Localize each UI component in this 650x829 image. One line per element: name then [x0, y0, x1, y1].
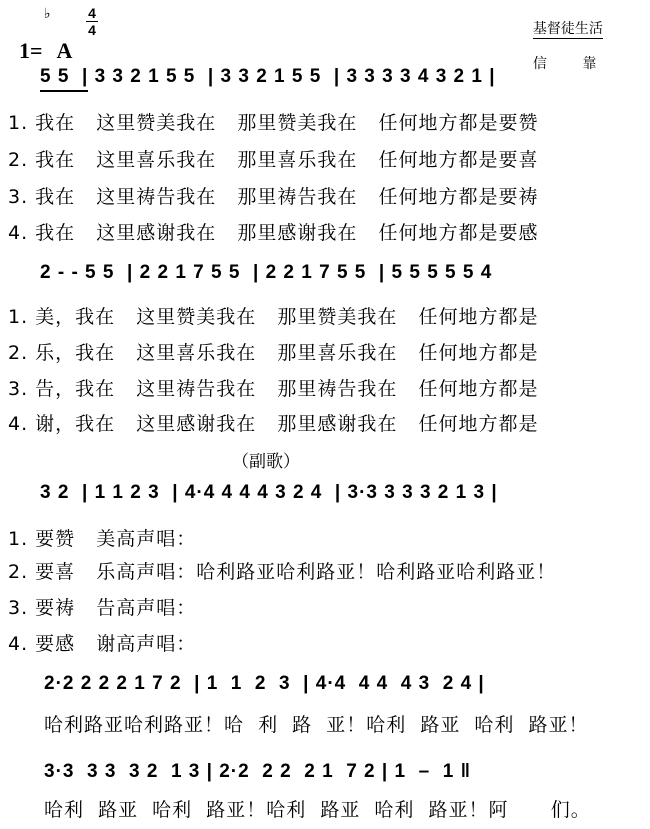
time-bottom: 4 — [88, 22, 96, 38]
system-2-verse-3: 3. 告，我在 这里祷告我在 那里祷告我在 任何地方都是 — [8, 378, 539, 400]
system-2-notes: 2 - - 5 5 | 2 2 1 7 5 5 | 2 2 1 7 5 5 | 5 5 5 5 5 4 — [40, 262, 493, 283]
key-prefix: 1= — [19, 38, 43, 63]
chorus-label: （副歌） — [232, 452, 300, 472]
system-1-verse-4: 4. 我在 这里感谢我在 那里感谢我在 任何地方都是要感 — [8, 222, 539, 244]
system-1-verse-1: 1. 我在 这里赞美我在 那里赞美我在 任何地方都是要赞 — [8, 112, 539, 134]
system-2-verse-2: 2. 乐，我在 这里喜乐我在 那里喜乐我在 任何地方都是 — [8, 342, 539, 364]
source-credit — [524, 4, 603, 73]
time-top: 4 — [88, 5, 96, 21]
system-2-verse-1: 1. 美，我在 这里赞美我在 那里赞美我在 任何地方都是 — [8, 306, 539, 328]
system-3-verse-4: 4. 要感 谢高声唱： — [8, 633, 197, 655]
underline — [40, 90, 88, 92]
flat-sign: ♭ — [44, 6, 51, 22]
system-1-notes: 5 5 | 3 3 2 1 5 5 | 3 3 2 1 5 5 | 3 3 3 3 4 3 2 1 | — [40, 66, 496, 87]
system-3-verse-3: 3. 要祷 告高声唱： — [8, 597, 197, 619]
source-line-2: 信 靠 — [532, 56, 597, 72]
system-1-verse-3: 3. 我在 这里祷告我在 那里祷告我在 任何地方都是要祷 — [8, 186, 539, 208]
system-5-notes: 3·3 3 3 3 2 1 3 | 2·2 2 2 2 1 7 2 | 1 – 1 ‖ — [44, 761, 472, 782]
system-1-verse-2: 2. 我在 这里喜乐我在 那里喜乐我在 任何地方都是要喜 — [8, 149, 539, 171]
system-3-verse-2: 2. 要喜 乐高声唱：哈利路亚哈利路亚！哈利路亚哈利路亚！ — [8, 561, 557, 583]
system-4-lyrics: 哈利路亚哈利路亚！哈 利 路 亚！哈利 路亚 哈利 路亚！ — [44, 714, 589, 736]
time-signature — [86, 6, 98, 37]
system-4-notes: 2·2 2 2 2 1 7 2 | 1 1 2 3 | 4·4 4 4 4 3 2 4 | — [44, 673, 485, 694]
source-line-1: 基督徒生活 — [532, 21, 603, 37]
system-3-verse-1: 1. 要赞 美高声唱： — [8, 528, 197, 550]
system-5-lyrics: 哈利 路亚 哈利 路亚！哈利 路亚 哈利 路亚！阿 们。 — [44, 799, 591, 821]
system-3-notes: 3 2 | 1 1 2 3 | 4·4 4 4 4 3 2 4 | 3·3 3 3 3 2 1 3 | — [40, 482, 498, 503]
system-2-verse-4: 4. 谢，我在 这里感谢我在 那里感谢我在 任何地方都是 — [8, 413, 539, 435]
key-letter: A — [56, 38, 73, 63]
key-signature — [8, 12, 72, 64]
